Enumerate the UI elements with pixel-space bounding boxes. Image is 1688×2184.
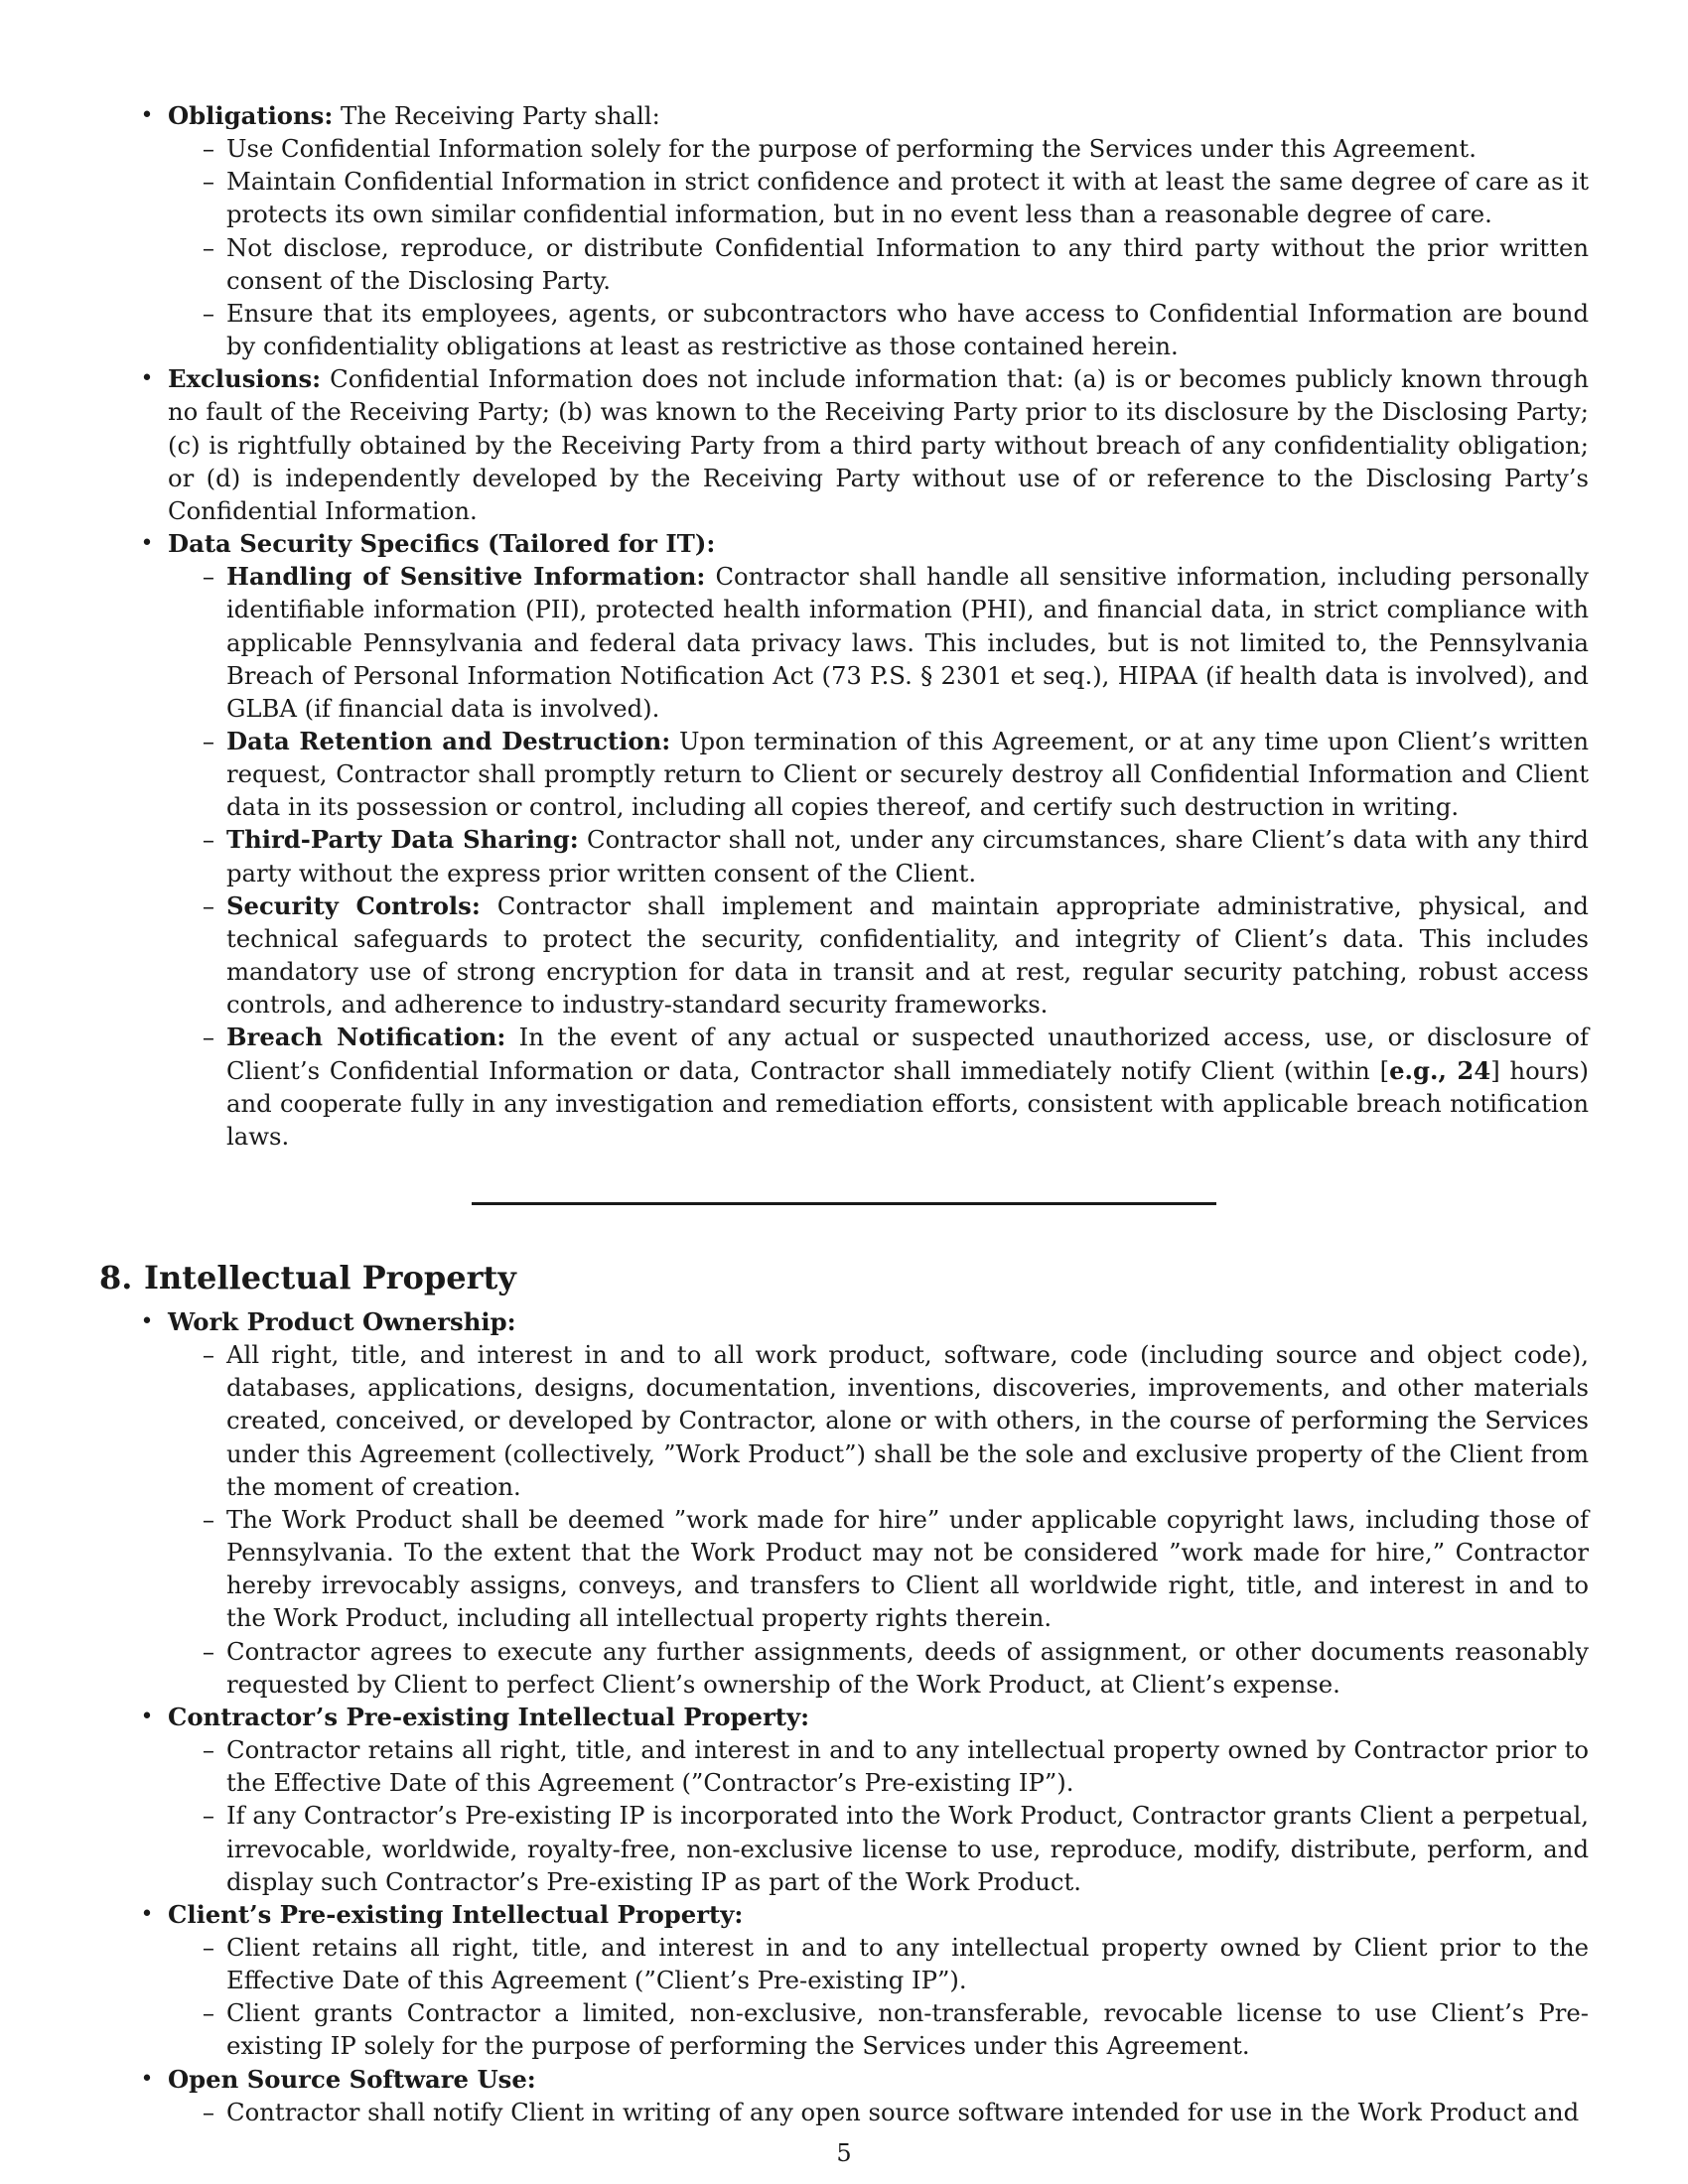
dash-icon: – xyxy=(202,825,215,855)
list-item: – Third-Party Data Sharing: Contractor shall not, under any circumstances, share Client’s data with any third party without the express prior written consent of the Client. xyxy=(168,823,1589,888)
exclusions-label: Exclusions: xyxy=(168,364,322,394)
list-item: – Use Confidential Information solely for the purpose of performing the Services under this Agreement. xyxy=(168,132,1589,165)
confidentiality-list xyxy=(99,99,1589,1153)
section-heading xyxy=(99,1255,1589,1300)
list-item: – Security Controls: Contractor shall implement and maintain appropriate administrative, physical, and technical safeguards to protect the security, confidentiality, and integrity of Client’s data. This includes mandatory use of strong encryption for data in transit and at rest, regular security patching, robust access controls, and adherence to industry-standard security frameworks. xyxy=(168,889,1589,1022)
dash-icon: – xyxy=(202,1932,215,1962)
list-item: – Client grants Contractor a limited, non-exclusive, non-transferable, revocable license to use Client’s Pre-existing IP solely for the purpose of performing the Services under this Agreement. xyxy=(168,1996,1589,2062)
dash-icon: – xyxy=(202,1023,215,1052)
dash-icon: – xyxy=(202,1504,215,1534)
dash-icon: – xyxy=(202,298,215,328)
dash-icon: – xyxy=(202,562,215,592)
bullet-icon: • xyxy=(140,366,154,392)
bullet-icon: • xyxy=(140,2066,154,2092)
exclusions-text: Confidential Information does not include information that: (a) is or becomes publicly known through no fault of the Receiving Party; (b) was known to the Receiving Party prior to its disclosure by the Disclosing Party; (c) is rightfully obtained by the Receiving Party from a third party without breach of any confidentiality obligation; or (d) is independently developed by the Receiving Party without use of or reference to the Disclosing Party’s Confidential Information. xyxy=(168,364,1589,525)
hours-placeholder: e.g., 24 xyxy=(1389,1055,1491,1085)
bullet-icon: • xyxy=(140,1309,154,1334)
ip-list xyxy=(99,1305,1589,2128)
dash-icon: – xyxy=(202,1998,215,2028)
section-number: 8. xyxy=(99,1259,133,1297)
page-content xyxy=(99,99,1589,2128)
obligations-label: Obligations: xyxy=(168,101,334,130)
list-item: – Contractor shall notify Client in writing of any open source software intended for use in the Work Product and xyxy=(168,2096,1589,2128)
document-page xyxy=(99,0,1589,2184)
list-item: – The Work Product shall be deemed ”work made for hire” under applicable copyright laws, including those of Pennsylvania. To the extent that the Work Product may not be considered ”work made for hire,” Contractor hereby irrevocably assigns, conveys, and transfers to Client all worldwide right, title, and interest in and to the Work Product, including all intellectual property rights therein. xyxy=(168,1503,1589,1635)
list-item: – All right, title, and interest in and to all work product, software, code (including source and object code), databases, applications, designs, documentation, inventions, discoveries, improvements, and other materials created, conceived, or developed by Contractor, alone or with others, in the course of performing the Services under this Agreement (collectively, ”Work Product”) shall be the sole and exclusive property of the Client from the moment of creation. xyxy=(168,1338,1589,1503)
data-security-label: Data Security Specifics (Tailored for IT): xyxy=(168,529,716,559)
list-item: – Contractor agrees to execute any further assignments, deeds of assignment, or other documents reasonably requested by Client to perfect Client’s ownership of the Work Product, at Client’s expense. xyxy=(168,1635,1589,1701)
bullet-icon: • xyxy=(140,531,154,557)
obligations-sublist xyxy=(168,132,1589,362)
list-item: – Ensure that its employees, agents, or subcontractors who have access to Confidential Information are bound by confidentiality obligations at least as restrictive as those contained herein. xyxy=(168,297,1589,362)
list-item: – Not disclose, reproduce, or distribute Confidential Information to any third party without the prior written consent of the Disclosing Party. xyxy=(168,231,1589,297)
dash-icon: – xyxy=(202,1735,215,1765)
exclusions-item xyxy=(99,362,1589,527)
client-ip-item: • Client’s Pre-existing Intellectual Property: – Client retains all right, title, and interest in and to any intellectual property owned by Client prior to the Effective Date of this Agreement (”Client’s Pre-existing IP”). – Client grants Contractor a limited, non-exclusive, non-transferable, revocable license to use Client’s Pre-existing IP solely for the purpose of performing the Services under this Agreement. xyxy=(99,1898,1589,2063)
dash-icon: – xyxy=(202,1340,215,1370)
dash-icon: – xyxy=(202,1801,215,1831)
list-item: – Client retains all right, title, and interest in and to any intellectual property owned by Client prior to the Effective Date of this Agreement (”Client’s Pre-existing IP”). xyxy=(168,1931,1589,1996)
section-title: Intellectual Property xyxy=(144,1259,516,1297)
obligations-intro: The Receiving Party shall: xyxy=(333,101,660,130)
section-divider xyxy=(472,1202,1216,1205)
dash-icon: – xyxy=(202,1636,215,1666)
list-item: – Data Retention and Destruction: Upon termination of this Agreement, or at any time upon Client’s written request, Contractor shall promptly return to Client or securely destroy all Confidential Information and Client data in its possession or control, including all copies thereof, and certify such destruction in writing. xyxy=(168,725,1589,823)
page-number: 5 xyxy=(836,2139,852,2167)
bullet-icon: • xyxy=(140,103,154,128)
open-source-item: • Open Source Software Use: – Contractor shall notify Client in writing of any open source software intended for use in the Work Product and xyxy=(99,2063,1589,2128)
list-item: – If any Contractor’s Pre-existing IP is incorporated into the Work Product, Contractor grants Client a perpetual, irrevocable, worldwide, royalty-free, non-exclusive license to use, reproduce, modify, distribute, perform, and display such Contractor’s Pre-existing IP as part of the Work Product. xyxy=(168,1799,1589,1897)
dash-icon: – xyxy=(202,2097,215,2126)
contractor-ip-item: • Contractor’s Pre-existing Intellectual Property: – Contractor retains all right, title, and interest in and to any intellectual property owned by Contractor prior to the Effective Date of this Agreement (”Contractor’s Pre-existing IP”). – If any Contractor’s Pre-existing IP is incorporated into the Work Product, Contractor grants Client a perpetual, irrevocable, worldwide, royalty-free, non-exclusive license to use, reproduce, modify, distribute, perform, and display such Contractor’s Pre-existing IP as part of the Work Product. xyxy=(99,1701,1589,1898)
data-security-sublist xyxy=(168,560,1589,1153)
dash-icon: – xyxy=(202,726,215,755)
dash-icon: – xyxy=(202,134,215,164)
obligations-item xyxy=(99,99,1589,362)
bullet-icon: • xyxy=(140,1901,154,1927)
bullet-icon: • xyxy=(140,1704,154,1729)
breach-notification-item: – Breach Notification: In the event of any actual or suspected unauthorized access, use, or disclosure of Client’s Confidential Information or data, Contractor shall immediately notify Client (within [e.g., 24] hours) and cooperate fully in any investigation and remediation efforts, consistent with applicable breach notification laws. xyxy=(168,1021,1589,1153)
dash-icon: – xyxy=(202,232,215,262)
data-security-item xyxy=(99,527,1589,1153)
dash-icon: – xyxy=(202,890,215,920)
list-item: – Maintain Confidential Information in strict confidence and protect it with at least the same degree of care as it protects its own similar confidential information, but in no event less than a reasonable degree of care. xyxy=(168,165,1589,230)
work-product-item: • Work Product Ownership: – All right, title, and interest in and to all work product, software, code (including source and object code), databases, applications, designs, documentation, inventions, discoveries, improvements, and other materials created, conceived, or developed by Contractor, alone or with others, in the course of performing the Services under this Agreement (collectively, ”Work Product”) shall be the sole and exclusive property of the Client from the moment of creation. – The Work Product shall be deemed ”work made for hire” under applicable copyright laws, including those of Pennsylvania. To the extent that the Work Product may not be considered ”work made for hire,” Contractor hereby irrevocably assigns, conveys, and transfers to Client all worldwide right, title, and interest in and to the Work Product, including all intellectual property rights therein. – Contractor agrees to execute any further assignments, deeds of assignment, or other documents reasonably requested by Client to perfect Client’s ownership of the Work Product, at Client’s expense. xyxy=(99,1305,1589,1701)
dash-icon: – xyxy=(202,167,215,197)
list-item: – Handling of Sensitive Information: Contractor shall handle all sensitive information, including personally identifiable information (PII), protected health information (PHI), and financial data, in strict compliance with applicable Pennsylvania and federal data privacy laws. This includes, but is not limited to, the Pennsylvania Breach of Personal Information Notification Act (73 P.S. § 2301 et seq.), HIPAA (if health data is involved), and GLBA (if financial data is involved). xyxy=(168,560,1589,725)
list-item: – Contractor retains all right, title, and interest in and to any intellectual property owned by Contractor prior to the Effective Date of this Agreement (”Contractor’s Pre-existing IP”). xyxy=(168,1733,1589,1799)
